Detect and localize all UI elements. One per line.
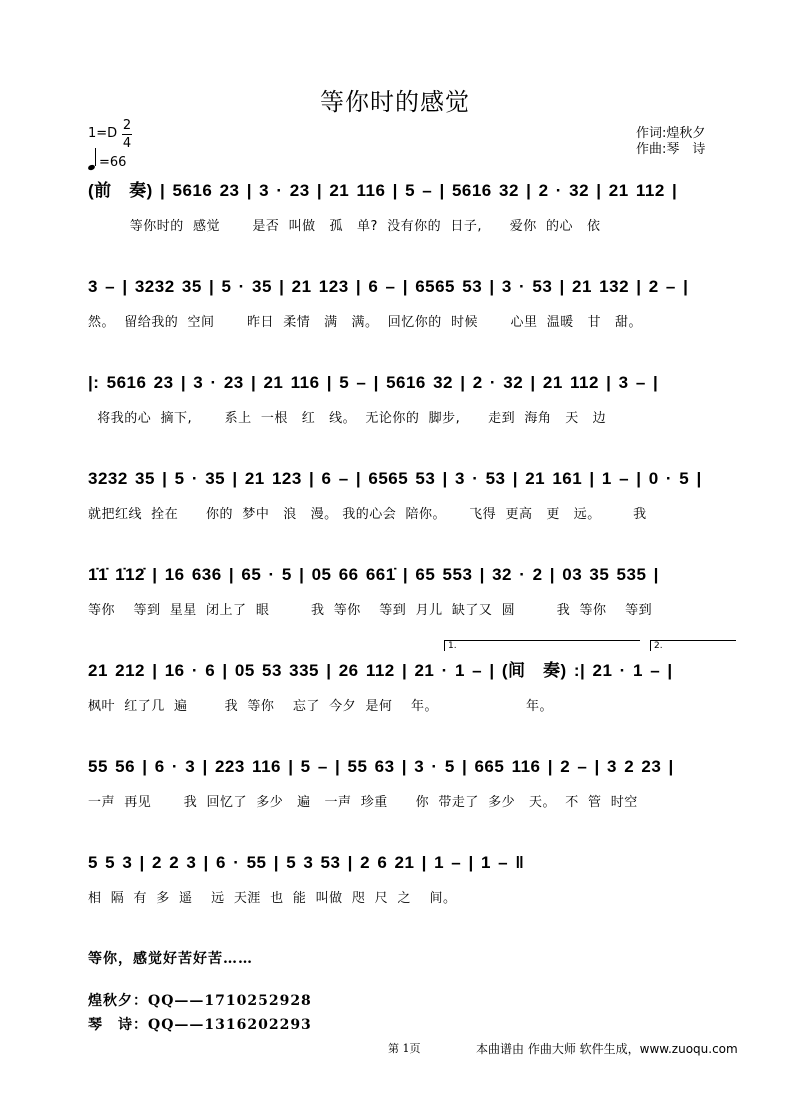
music-system [88, 368, 736, 428]
composer-credit: 作曲:琴 诗 [636, 142, 706, 157]
lyric-line: 将我的心 摘下, 系上 一根 红 线。 无论你的 脚步, 走到 海角 天 边 [88, 411, 607, 426]
page-number: 第 1页 [388, 1042, 421, 1055]
music-system [88, 560, 736, 620]
second-ending-bracket: 2. [650, 640, 736, 651]
tempo-marking [88, 148, 126, 170]
tempo-value: =66 [99, 155, 127, 170]
music-system [88, 752, 736, 812]
music-system [88, 176, 736, 236]
contact-line: 琴 诗：QQ——1316202293 [88, 1017, 312, 1033]
credits [636, 126, 705, 158]
lyric-line: 等你 等到 星星 闭上了 眼 我 等你 等到 月儿 缺了又 圆 我 等你 等到 [88, 603, 653, 618]
time-denominator: 4 [122, 136, 132, 151]
music-system [88, 464, 736, 524]
notation-line: (前 奏) | 5616 23 | 3 · 23 | 21 116 | 5 – | 5616 32 | 2 · 32 | 21 112 | [88, 181, 678, 200]
music-system [88, 848, 736, 908]
notation-line: |: 5616 23 | 3 · 23 | 21 116 | 5 – | 5616 32 | 2 · 32 | 21 112 | 3 – | [88, 373, 659, 392]
notation-line: 55 56 | 6 · 3 | 223 116 | 5 – | 55 63 | 3 · 5 | 665 116 | 2 – | 3 2 23 | [88, 757, 674, 776]
lyric-line: 枫叶 红了几 遍 我 等你 忘了 今夕 是何 年。 年。 [88, 699, 553, 714]
lyric-line: 然。 留给我的 空间 昨日 柔情 满 满。 回忆你的 时候 心里 温暖 甘 甜。 [88, 315, 643, 330]
notation-line: 5 5 3 | 2 2 3 | 6 · 55 | 5 3 53 | 2 6 21 | 1 – | 1 – ‖ [88, 853, 525, 872]
lyric-line: 相 隔 有 多 遥 远 天涯 也 能 叫做 咫 尺 之 间。 [88, 891, 457, 906]
lyric-line: 等你时的 感觉 是否 叫做 孤 单? 没有你的 日子, 爱你 的心 依 [88, 219, 601, 234]
music-system [88, 272, 736, 332]
notation-line: 3232 35 | 5 · 35 | 21 123 | 6 – | 6565 53 | 3 · 53 | 21 161 | 1 – | 0 · 5 | [88, 469, 702, 488]
time-divider [122, 134, 132, 135]
first-ending-bracket: 1. [444, 640, 640, 651]
lyricist-credit: 作词:煌秋夕 [636, 126, 706, 141]
time-numerator: 2 [122, 118, 132, 133]
lyric-line: 一声 再见 我 回忆了 多少 遍 一声 珍重 你 带走了 多少 天。 不 管 时空 [88, 795, 638, 810]
contact-line: 煌秋夕：QQ——1710252928 [88, 993, 312, 1009]
time-signature [122, 118, 132, 151]
notation-line: 1̇1̇ 1̇12̇ | 16 636 | 65 · 5 | 05 66 661̇ | 65 553 | 32 · 2 | 03 35 535 | [88, 565, 659, 584]
score-title: 等你时的感觉 [320, 88, 470, 116]
key-signature: 1=D [88, 126, 118, 141]
notation-line: 3 – | 3232 35 | 5 · 35 | 21 123 | 6 – | 6565 53 | 3 · 53 | 21 132 | 2 – | [88, 277, 689, 296]
quarter-note-icon [88, 148, 97, 170]
music-system [88, 641, 736, 716]
footnote: 等你，感觉好苦好苦…… [88, 951, 253, 967]
lyric-line: 就把红线 拴在 你的 梦中 浪 漫。 我的心会 陪你。 飞得 更高 更 远。 我 [88, 507, 647, 522]
generator-credit: 本曲谱由 作曲大师 软件生成，www.zuoqu.com [476, 1042, 738, 1056]
notation-line: 21 212 | 16 · 6 | 05 53 335 | 26 112 | 21 · 1 – | (间 奏) :| 21 · 1 – | [88, 661, 673, 680]
